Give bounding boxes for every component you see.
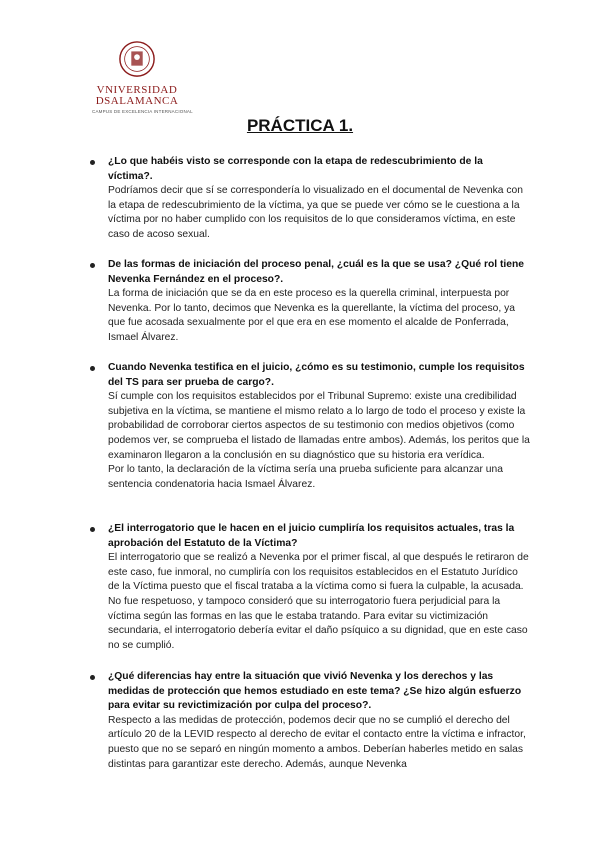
question-2 bbox=[90, 258, 530, 287]
qa-item-2 bbox=[90, 258, 530, 346]
logo-text-line1: VNIVERSIDAD bbox=[96, 84, 178, 96]
answer-4: El interrogatorio que se realizó a Nevenka por el primer fiscal, al que después le retiraron de este caso, fue inmoral, no cumpliría con los requisitos establecidos en el Estatuto Jurídico de la Víctima puesto que el fiscal trataba a la víctima como si fuera la culpable, la acusada. No fue respetuoso, y tampoco consideró que su interrogatorio fuera perjudicial para la víctima según las formas en las que le estaba tratando. Para evitar su victimización secundaria, el interrogatorio debería evitar el daño psíquico a su dignidad, que en este caso no se cumplió. bbox=[108, 552, 529, 651]
university-seal-icon bbox=[118, 40, 156, 78]
qa-item-1 bbox=[90, 155, 530, 243]
question-text: Cuando Nevenka testifica en el juicio, ¿cómo es su testimonio, cumple los requisitos del TS para ser prueba de cargo?. bbox=[108, 362, 525, 388]
answer-2: La forma de iniciación que se da en este proceso es la querella criminal, interpuesta por Nevenka. Por lo tanto, decimos que Nevenka es la querellante, la víctima del proceso, ya que fue acosada sexualmente por el que era en ese momento el alcalde de Ponferrada, Ismael Álvarez. bbox=[108, 288, 515, 343]
answer-1: Podríamos decir que sí se correspondería lo visualizado en el documental de Nevenka con la etapa de redescubrimiento de la víctima, ya que se puede ver cómo se le cuestiona a la víctima por no haber cumplido con los requisitos de lo que consideramos víctima, en este caso de acoso sexual. bbox=[108, 185, 523, 240]
bullet-icon bbox=[90, 263, 95, 268]
question-4 bbox=[90, 522, 530, 551]
bullet-icon bbox=[90, 160, 95, 165]
page-title: PRÁCTICA 1. bbox=[246, 116, 354, 135]
answer-3-conclusion: Por lo tanto, la declaración de la víctima sería una prueba suficiente para alcanzar una sentencia condenatoria hacia Ismael Álvarez. bbox=[108, 464, 503, 490]
question-1 bbox=[90, 155, 530, 184]
bullet-icon bbox=[90, 675, 95, 680]
question-text: De las formas de iniciación del proceso penal, ¿cuál es la que se usa? ¿Qué rol tiene Nevenka Fernández en el proceso?. bbox=[108, 259, 525, 285]
question-3 bbox=[90, 361, 530, 390]
bullet-icon bbox=[90, 527, 95, 532]
university-logo bbox=[92, 40, 193, 114]
qa-item-5 bbox=[90, 670, 530, 772]
bullet-icon bbox=[90, 366, 95, 371]
question-5 bbox=[90, 670, 530, 714]
logo-text-line2: DSALAMANCA bbox=[95, 95, 179, 107]
qa-item-3 bbox=[90, 361, 530, 492]
qa-item-4 bbox=[90, 522, 530, 653]
logo-subtitle: CAMPUS DE EXCELENCIA INTERNACIONAL bbox=[92, 109, 193, 114]
answer-3: Sí cumple con los requisitos establecidos por el Tribunal Supremo: existe una credibilidad subjetiva en la víctima, se mantiene el mismo relato a lo largo de todo el proceso y existe la probabilidad de corroborar ciertos aspectos de su testimonio con medios objetivos (como podemos ver, se comprueba el listado de llamadas entre ambos). Además, los peritos que la examinaron llegaron a la conclusión en su diagnóstico que su historia era verídica. bbox=[108, 391, 530, 461]
question-text: ¿El interrogatorio que le hacen en el juicio cumpliría los requisitos actuales, tras la aprobación del Estatuto de la Víctima? bbox=[108, 523, 515, 549]
question-text: ¿Qué diferencias hay entre la situación que vivió Nevenka y los derechos y las medidas de protección que hemos estudiado en este tema? ¿Se hizo algún esfuerzo para evitar su revictimización por culpa del proceso?. bbox=[108, 671, 522, 712]
answer-5: Respecto a las medidas de protección, podemos decir que no se cumplió el derecho del artículo 20 de la LEVID respecto al derecho de evitar el contacto entre la víctima e infractor, puesto que no se separó en ningún momento a ambos. Deberían haberles metido en salas distintas para garantizar este derecho. Además, aunque Nevenka bbox=[108, 714, 526, 770]
question-text: ¿Lo que habéis visto se corresponde con la etapa de redescubrimiento de la víctima?. bbox=[108, 156, 483, 182]
